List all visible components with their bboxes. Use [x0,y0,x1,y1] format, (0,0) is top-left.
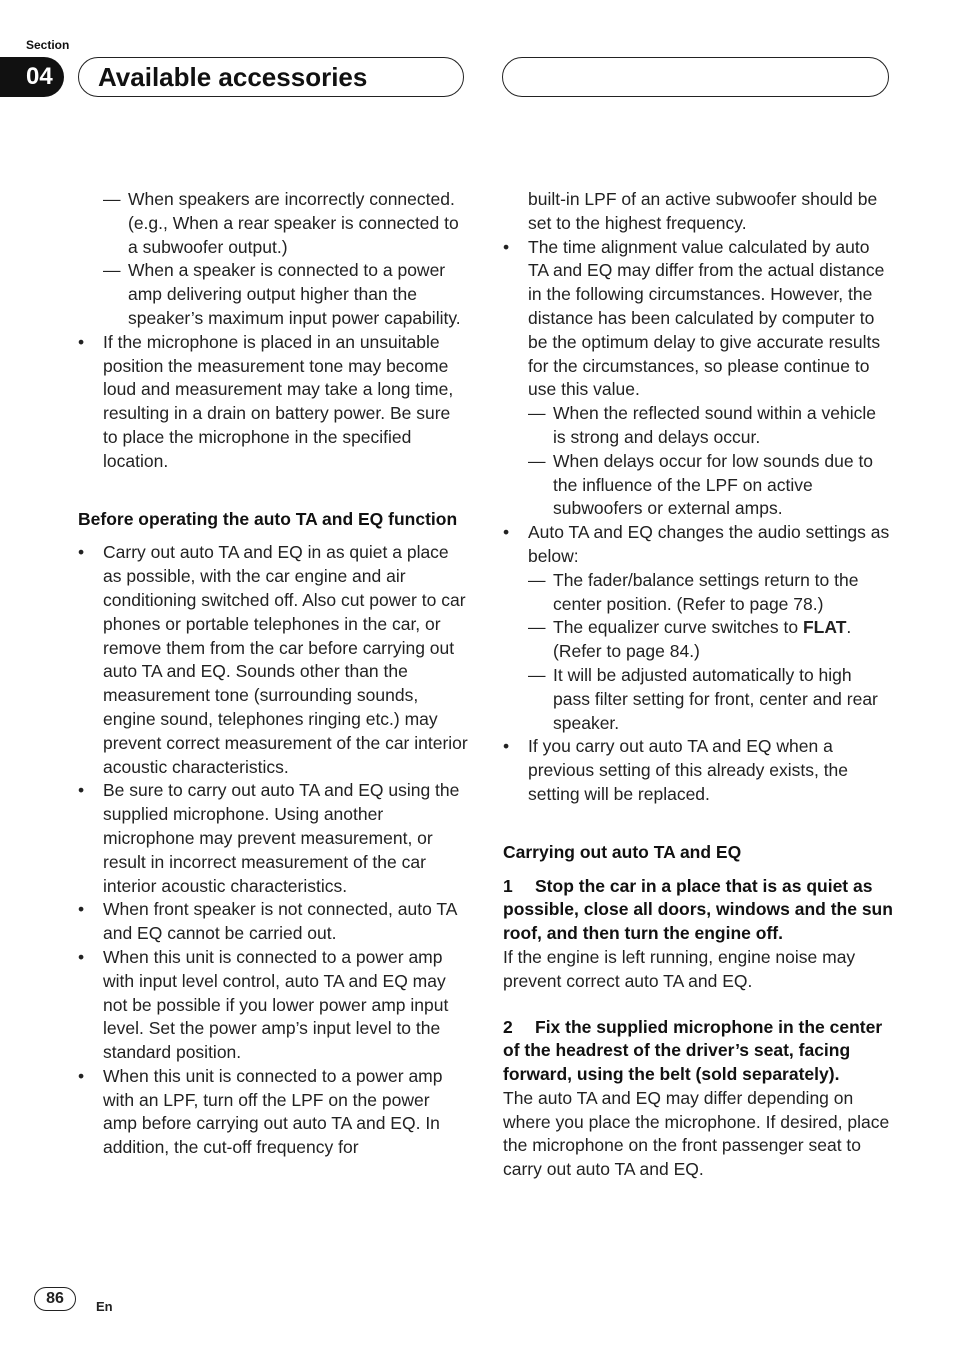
right-column [503,188,893,1182]
dash-item: — When speakers are incorrectly connected. (e.g., When a rear speaker is connected to a subwoofer output.) [103,189,459,257]
bullet-item: • When this unit is connected to a power amp with an LPF, turn off the LPF on the power amp before carrying out auto TA and EQ. In addition, the cut-off frequency for [78,1065,468,1160]
dash-item: — It will be adjusted automatically to high pass filter setting for front, center and rear speaker. [528,664,878,733]
bullet-item: • When front speaker is not connected, auto TA and EQ cannot be carried out. [78,898,468,946]
language-label: En [96,1299,113,1314]
page-title: Available accessories [98,62,368,92]
left-column [78,188,468,1160]
dash-group [528,402,893,521]
step-1-body: If the engine is left running, engine noise may prevent correct auto TA and EQ. [503,946,856,991]
dash-item: — When delays occur for low sounds due to the influence of the LPF on active subwoofers or external amps. [528,450,874,519]
section-heading: Before operating the auto TA and EQ function [78,508,458,529]
bullet-item: • If the microphone is placed in an unsuitable position the measurement tone may become loud and measurement may take a long time, resulting in a drain on battery power. Be sure to place the microphone in the specified location. [78,331,468,474]
section-label: Section [26,38,70,52]
dash-item: — When a speaker is connected to a power amp delivering output higher than the speaker’s maximum input power capability. [103,260,461,328]
bullet-item: • The time alignment value calculated by auto TA and EQ may differ from the actual distance in the following circumstances. However, the distance has been calculated by computer to be the optimum delay to give accurate results for the circumstances, so please continue to use this value. [503,236,893,403]
bullet-item: • Carry out auto TA and EQ in as quiet a place as possible, with the car engine and air conditioning switched off. Also cut power to car phones or portable telephones in the car, or remove them from the car before carrying out auto TA and EQ. Sounds other than the measurement tone (surrounding sounds, engine sound, telephones ringing etc.) may prevent correct measurement of the car interior acoustic characteristics. [78,541,468,779]
page-number: 86 [34,1287,76,1311]
section-heading: Carrying out auto TA and EQ [503,841,742,862]
dash-group [528,569,893,736]
continued-text: built-in LPF of an active subwoofer should be set to the highest frequency. [528,189,878,233]
section-number-badge: 04 [0,57,64,97]
dash-group [103,188,468,331]
step-1-heading: 1 Stop the car in a place that is as quiet as possible, close all doors, windows and the sun roof, and then turn the engine off. [503,875,893,944]
step-2-body: The auto TA and EQ may differ depending on where you place the microphone. If desired, place the microphone on the front passenger seat to carry out auto TA and EQ. [503,1087,890,1180]
flat-setting: FLAT [802,617,847,638]
dash-item: — When the reflected sound within a vehicle is strong and delays occur. [528,403,876,447]
step-2-heading: 2 Fix the supplied microphone in the center of the headrest of the driver’s seat, facing forward, using the belt (sold separately). [503,1016,883,1085]
dash-item: — The equalizer curve switches to FLAT. (Refer to page 84.) [528,617,852,662]
dash-item: — The fader/balance settings return to the center position. (Refer to page 78.) [528,569,859,614]
subtitle-frame [502,57,889,97]
bullet-item: • Auto TA and EQ changes the audio settings as below: [503,521,893,569]
bullet-item: • If you carry out auto TA and EQ when a previous setting of this already exists, the setting will be replaced. [503,735,893,806]
bullet-item: • When this unit is connected to a power amp with input level control, auto TA and EQ may not be possible if you lower power amp input level. Set the power amp’s input level to the standard position. [78,946,468,1065]
bullet-item: • Be sure to carry out auto TA and EQ using the supplied microphone. Using another microphone may prevent measurement, or result in incorrect measurement of the car interior acoustic characteristics. [78,779,468,898]
